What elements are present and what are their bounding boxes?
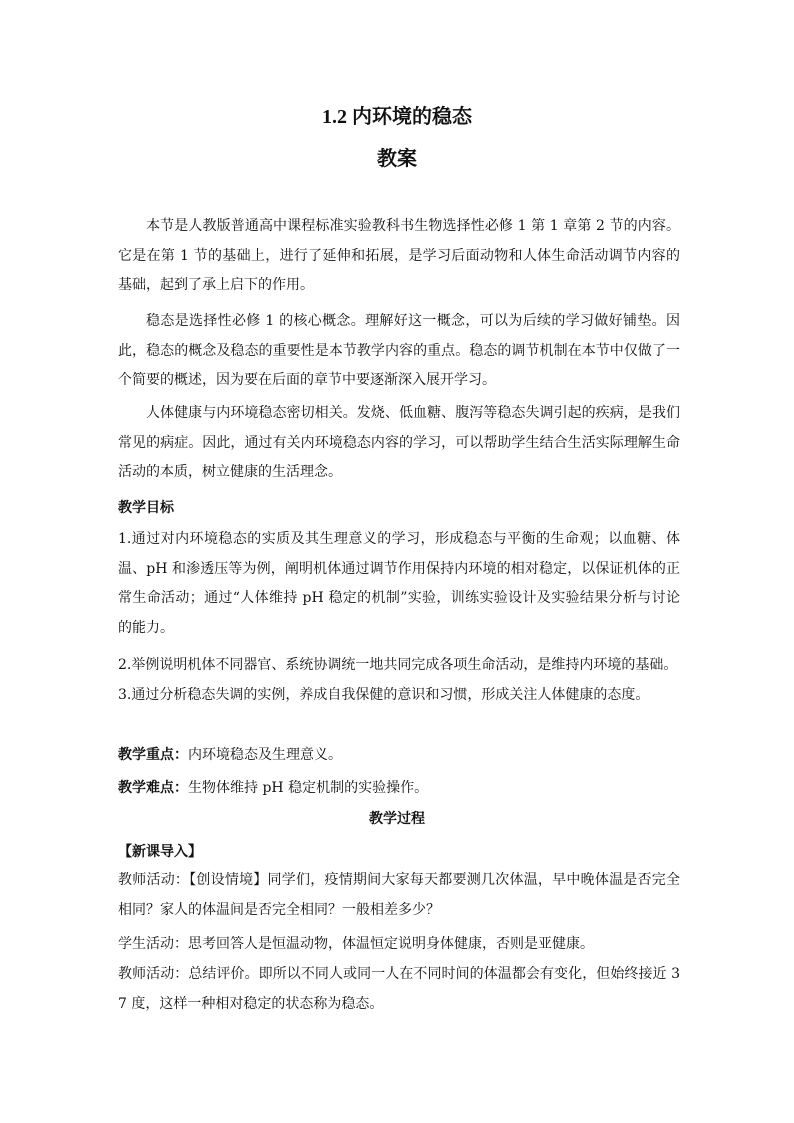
difficulty-line <box>118 777 680 799</box>
key-point-label: 教学重点： <box>118 747 188 763</box>
activity-2-text: 思考回答人是恒温动物，体温恒定说明身体健康，否则是亚健康。 <box>188 936 594 952</box>
activity-1 <box>118 866 680 925</box>
intro-paragraph-2: 稳态是选择性必修 1 的核心概念。理解好这一概念，可以为后续的学习做好铺垫。因此，稳态的概念及稳态的重要性是本节教学内容的重点。稳态的调节机制在本节中仅做了一个简要的概述，因为要在后面的章节中要逐渐深入展开学习。 <box>118 313 680 388</box>
objective-1: 1.通过对内环境稳态的实质及其生理意义的学习，形成稳态与平衡的生命观；以血糖、体温、pH 和渗透压等为例，阐明机体通过调节作用保持内环境的相对稳定，以保证机体的正常生命活动；通过“人体维持 pH 稳定的机制”实验，训练实验设计及实验结果分析与讨论的能力。 <box>118 531 680 636</box>
key-point-line <box>118 744 680 766</box>
activity-1-label: 教师活动： <box>118 872 190 888</box>
key-point-text: 内环境稳态及生理意义。 <box>188 747 342 763</box>
document-subtitle: 教案 <box>377 148 417 170</box>
activity-1-text: 【创设情境】同学们，疫情期间大家每天都要测几次体温，早中晚体温是否完全相同？家人的体温间是否完全相同？一般相差多少？ <box>118 872 681 918</box>
objectives-heading: 教学目标 <box>118 500 174 516</box>
section-label: 【新课导入】 <box>118 844 202 860</box>
activity-3 <box>118 960 680 1019</box>
objective-2: 2.举例说明机体不同器官、系统协调统一地共同完成各项生命活动，是维持内环境的基础。 <box>118 657 678 673</box>
objective-3: 3.通过分析稳态失调的实例，养成自我保健的意识和习惯，形成关注人体健康的态度。 <box>118 687 650 703</box>
difficulty-label: 教学难点： <box>118 780 188 796</box>
process-heading: 教学过程 <box>369 811 425 827</box>
intro-paragraph-3: 人体健康与内环境稳态密切相关。发烧、低血糖、腹泻等稳态失调引起的疾病，是我们常见的病症。因此，通过有关内环境稳态内容的学习，可以帮助学生结合生活实际理解生命活动的本质，树立健康的生活理念。 <box>118 405 680 480</box>
activity-3-text: 总结评价。即所以不同人或同一人在不同时间的体温都会有变化，但始终接近 37 度，这样一种相对稳定的状态称为稳态。 <box>118 966 681 1012</box>
difficulty-text: 生物体维持 pH 稳定机制的实验操作。 <box>188 780 429 796</box>
activity-2 <box>118 933 680 955</box>
activity-2-label: 学生活动： <box>118 936 188 952</box>
activity-3-label: 教师活动： <box>118 966 189 982</box>
intro-paragraph-1: 本节是人教版普通高中课程标准实验教科书生物选择性必修 1 第 1 章第 2 节的内容。它是在第 1 节的基础上，进行了延伸和拓展，是学习后面动物和人体生命活动调节内容的基础，起到了承上启下的作用。 <box>118 218 680 293</box>
document-title: 1.2 内环境的稳态 <box>322 106 472 128</box>
